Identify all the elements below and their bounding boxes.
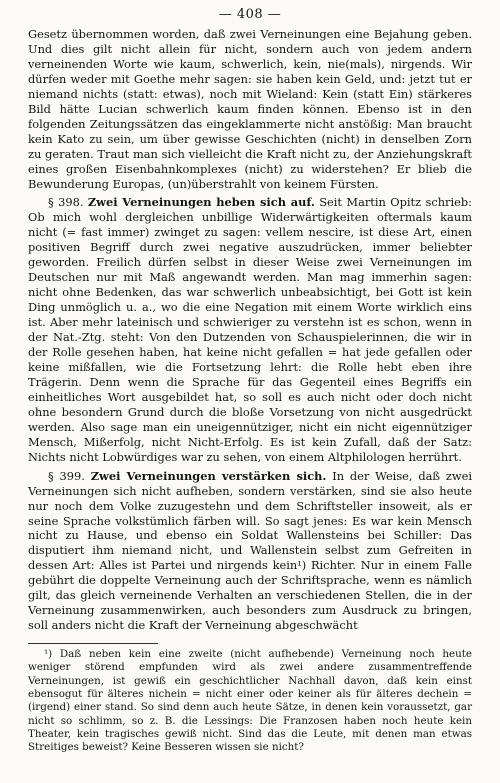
section-number: § 398.: [48, 195, 84, 210]
paragraph-section-399: [28, 469, 472, 633]
paragraph-text: In der Weise, daß zwei Verneinungen sich nicht aufheben, sondern verstärken, sind sie also heute nur noch dem Volke zuzugestehn und dem Schriftsteller insoweit, als er seine Sprache volkstümlich färben will. So sagt jenes: Es war kein Mensch nicht zu Hause, und ebenso ein Soldat Wallensteins bei Schiller: Das disputiert ihm niemand nicht, und Wallenstein selbst zum Gefreiten in dessen Art: Alles ist Partei und nirgends kein¹) Richter. Nur in einem Falle gebührt die doppelte Verneinung auch der Schriftsprache, wenn es nämlich gilt, das gleich verneinende Verhalten an verschiedenen Stellen, die in der Verneinung zusammenwirken, auch besonders zum Ausdruck zu bringen, soll anders nicht die Kraft der Verneinung abgeschwächt: [28, 468, 472, 633]
paragraph-text: Seit Martin Opitz schrieb: Ob mich wohl dergleichen unbillige Widerwärtigkeiten oftermals kaum nicht (= fast immer) zwinget zu sagen: vellem nescire, ist diese Art, einen positiven Begriff durch zwei negative auszudrücken, immer beliebter geworden. Freilich dürfen selbst in dieser Weise zwei Verneinungen im Deutschen nur mit Maß angewandt werden. Man mag immerhin sagen: nicht ohne Bedenken, das war schwerlich unbeabsichtigt, bei Gott ist kein Ding unmöglich u. a., wo die eine Negation mit einem Worte wirklich eins ist. Aber mehr lateinisch und schwieriger zu verstehn ist es schon, wenn in der Nat.-Ztg. steht: Von den Dutzenden von Schauspielerinnen, die wir in der Rolle gesehen haben, hat keine nicht gefallen = hat jede gefallen oder keine mißfallen, wie die Fortsetzung lehrt: die Rolle hebt eben ihre Trägerin. Denn wenn die Sprache für das Gegenteil eines Begriffs ein einheitliches Wort ausgebildet hat, so soll es auch nicht oder doch nicht ohne besondern Grund durch die bloße Vorsetzung von nicht ausgedrückt werden. Also sage man ein uneigennütziger, nicht ein nicht eigennütziger Mensch, Mißerfolg, nicht Nicht-Erfolg. Es ist kein Zufall, daß der Satz: Nichts nicht Lobwürdiges war zu sehen, von einem Altphilologen herrührt.: [28, 195, 473, 464]
paragraph-text: Gesetz übernommen worden, daß zwei Verneinungen eine Bejahung geben. Und dies gilt nicht allein für nicht, sondern auch von jedem andern verneinenden Worte wie kaum, schwerlich, kein, nie(mals), nirgends. Wir dürfen weder mit Goethe mehr sagen: sie haben kein Geld, und: jetzt tut er niemand nichts (statt: etwas), noch mit Wieland: Kein (statt Ein) stärkeres Bild hätte Lucian schwerlich kaum finden können. Ebenso ist in den folgenden Zeitungssätzen das eingeklammerte nicht anstößig: Man braucht kein Kato zu sein, um über gewisse Geschichten (nicht) in denselben Zorn zu geraten. Traut man sich vielleicht die Kraft nicht zu, der Anziehungskraft eines großen Eisenbahnkomplexes (nicht) zu widerstehen? Er blieb die Bewunderung Europas, (un)überstrahlt von keinem Fürsten.: [28, 27, 472, 191]
paragraph-section-398: [28, 195, 472, 464]
section-number: § 399.: [48, 468, 85, 483]
footnote-divider: [28, 643, 158, 644]
section-heading: Zwei Verneinungen heben sich auf.: [87, 195, 315, 210]
paragraph-continuation: [28, 27, 472, 191]
page-number: — 408 —: [218, 7, 282, 22]
footnote: ¹) Daß neben kein eine zweite (nicht aufhebende) Verneinung noch heute weniger störend empfunden wird als zwei andere zusammentreffende Verneinungen, ist gewiß ein geschichtlicher Nachhall davon, daß kein einst ebensogut für älteres nichein = nicht einer oder keiner als für älteres dechein = (irgend) einer stand. So sind denn auch heute Sätze, in denen kein voraussetzt, gar nicht so schlimm, so z. B. die Lessings: Die Franzosen haben noch heute kein Theater, kein tragisches gewiß nicht. Sind das die Leute, mit denen man etwas Streitiges beweist? Keine Besseren wissen sie nicht?: [28, 648, 472, 754]
section-heading: Zwei Verneinungen verstärken sich.: [90, 468, 327, 483]
